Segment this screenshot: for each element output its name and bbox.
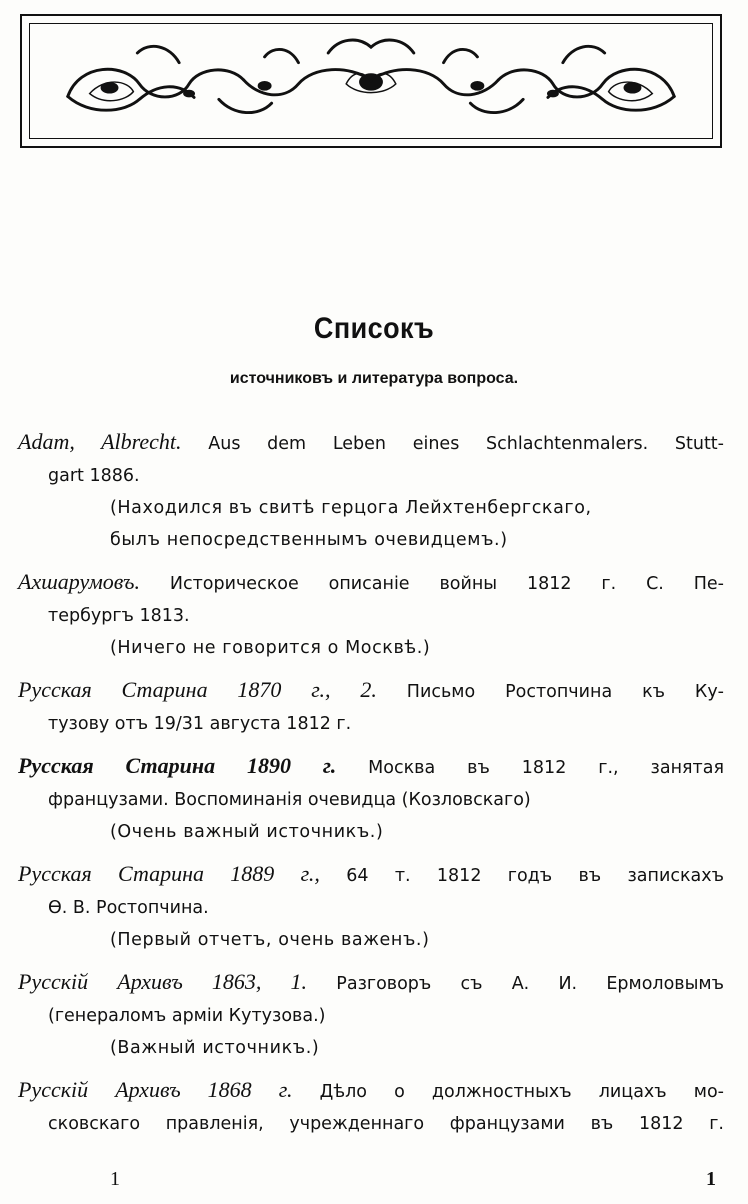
entry-first-line (18, 858, 724, 892)
entry-text: gart 1886. (48, 466, 140, 486)
entry-author: Русская Старина 1890 г. (18, 753, 337, 778)
entry-text: Ѳ. В. Ростопчина. (48, 898, 209, 918)
entry-author: Adam, Albrecht. (18, 429, 182, 454)
bibliography-list (18, 426, 724, 1150)
entry-text: Разговоръ съ А. И. Ермоловымъ (336, 974, 724, 994)
bibliography-entry (18, 858, 724, 956)
bibliography-entry (18, 1074, 724, 1140)
entry-text: тузову отъ 19/31 августа 1812 г. (48, 714, 352, 734)
entry-note: былъ непосредственнымъ очевидцемъ.) (110, 530, 508, 550)
entry-text: Письмо Ростопчина къ Ку- (406, 682, 724, 702)
entry-text: (генераломъ арміи Кутузова.) (48, 1006, 326, 1026)
entry-author: Русская Старина 1870 г., 2. (18, 677, 377, 702)
entry-text: французами. Воспоминанія очевидца (Козловскаго) (48, 790, 531, 810)
entry-author: Русскій Архивъ 1863, 1. (18, 969, 308, 994)
bibliography-entry (18, 426, 724, 556)
page-number-left: 1 (110, 1168, 120, 1190)
entry-note: (Очень важный источникъ.) (110, 822, 384, 842)
entry-note: (Первый отчетъ, очень важенъ.) (110, 930, 430, 950)
entry-author: Ахшарумовъ. (18, 569, 140, 594)
entry-text: сковскаго правленія, учрежденнаго французами въ 1812 г. (48, 1114, 724, 1134)
page-subtitle: источниковъ и литература вопроса. (229, 370, 519, 387)
entry-first-line (18, 1074, 724, 1108)
page-title: Списокъ (313, 312, 435, 345)
entry-text: Aus dem Leben eines Schlachtenmalers. Stutt- (208, 434, 724, 454)
page-number-right: 1 (706, 1168, 716, 1190)
entry-first-line (18, 966, 724, 1000)
entry-first-line (18, 426, 724, 460)
entry-first-line (18, 750, 724, 784)
art-nouveau-ornament-icon (30, 24, 712, 138)
entry-text: 64 т. 1812 годъ въ запискахъ (346, 866, 724, 886)
bibliography-entry (18, 566, 724, 664)
bibliography-entry (18, 966, 724, 1064)
bibliography-entry (18, 674, 724, 740)
entry-note: (Находился въ свитѣ герцога Лейхтенбергскаго, (110, 498, 592, 518)
entry-author: Русскій Архивъ 1868 г. (18, 1077, 293, 1102)
entry-first-line (18, 674, 724, 708)
bibliography-entry (18, 750, 724, 848)
entry-text: Москва въ 1812 г., занятая (368, 758, 724, 778)
entry-first-line (18, 566, 724, 600)
entry-text: Историческое описаніе войны 1812 г. С. Пе- (169, 574, 724, 594)
entry-note: (Ничего не говорится о Москвѣ.) (110, 638, 431, 658)
entry-text: тербургъ 1813. (48, 606, 190, 626)
entry-author: Русская Старина 1889 г., (18, 861, 320, 886)
ornamental-frame (20, 14, 722, 148)
ornament-panel (29, 23, 713, 139)
entry-note: (Важный источникъ.) (110, 1038, 320, 1058)
entry-text: Дѣло о должностныхъ лицахъ мо- (319, 1082, 724, 1102)
